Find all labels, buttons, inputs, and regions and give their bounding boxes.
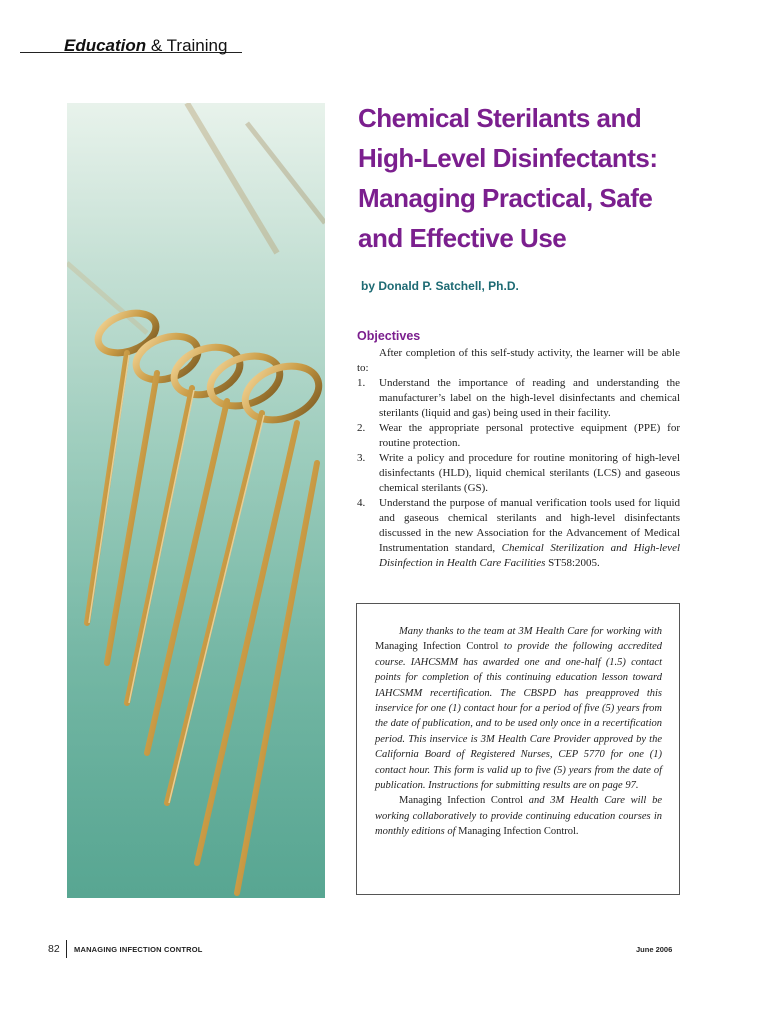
title-line: High-Level Disinfectants: <box>358 143 658 173</box>
title-line: Managing Practical, Safe <box>358 183 653 213</box>
ack-text: and 3M Health Care will be working collaboratively to provide continuing education courses in monthly editions of <box>375 795 662 838</box>
ack-magazine-name: Managing Infection Control <box>375 641 499 653</box>
objective-text: Wear the appropriate personal protective equipment (PPE) for routine protection. <box>379 422 680 449</box>
objective-text: Write a policy and procedure for routine monitoring of high-level disinfectants (HLD), liquid chemical sterilants (LCS) and gaseous chemical sterilants (GS). <box>379 452 680 494</box>
acknowledgement-text <box>375 624 662 840</box>
standard-title: Chemical Sterilization and High-level Disinfection in Health Care Facilities <box>379 542 681 569</box>
section-heading-bold: Education <box>64 36 147 55</box>
objective-item <box>357 496 680 571</box>
ack-magazine-name: Managing Infection Control <box>399 795 524 807</box>
objectives-list <box>357 376 680 571</box>
objective-number: 1. <box>357 377 366 389</box>
objectives-intro: After completion of this self-study activity, the learner will be able to: <box>357 347 680 374</box>
objective-number: 3. <box>357 452 366 464</box>
objective-number: 4. <box>357 497 366 509</box>
author-byline: by Donald P. Satchell, Ph.D. <box>361 279 519 293</box>
objective-text: Understand the importance of reading and understanding the manufacturer’s label on the high-level disinfectants and chemical sterilants (liquid and gas) being used in their facility. <box>379 377 680 419</box>
ack-text: to provide the following accredited course. IAHCSMM has awarded one and one-half (1.5) contact points for completion of this continuing education lesson toward IAHCSMM recertification. The CBSPD has preapproved this inservice for one (1) contact hour for a period of five (5) years from the date of publication, and to be used only once in a recertification period. This inservice is 3M Health Care Provider approved by the California Board of Registered Nurses, CEP 5770 for one (1) contact hour. This form is valid up to five (5) years from the date of publication. Instructions for submitting results are on page 97. <box>375 641 662 792</box>
objectives-heading: Objectives <box>357 329 421 343</box>
page-number: 82 <box>48 943 60 955</box>
acknowledgement-paragraph <box>375 624 662 793</box>
footer-divider <box>66 940 67 958</box>
surgical-instruments-photo <box>67 103 325 898</box>
objective-text: Understand the purpose of manual verification tools used for liquid and gaseous chemical sterilants and high-level disinfectants discussed in the new Association for the Advancement of Medical Instrumentation standard, <box>379 497 680 554</box>
standard-code: ST58:2005. <box>548 557 600 569</box>
magazine-name: MANAGING INFECTION CONTROL <box>74 945 203 954</box>
section-heading-rest: & Training <box>150 36 228 55</box>
objectives-body <box>357 346 680 571</box>
objective-item <box>357 451 680 496</box>
acknowledgement-paragraph <box>375 793 662 839</box>
title-line: Chemical Sterilants and <box>358 103 642 133</box>
ack-magazine-name: Managing Infection Control. <box>458 826 579 838</box>
ack-text: Many thanks to the team at 3M Health Care for working with <box>399 626 662 637</box>
issue-date: June 2006 <box>636 945 673 954</box>
objective-number: 2. <box>357 422 366 434</box>
section-heading <box>64 36 227 56</box>
article-title <box>358 98 698 258</box>
surgical-instruments-illustration <box>67 103 325 898</box>
objective-item <box>357 376 680 421</box>
objective-item <box>357 421 680 451</box>
title-line: and Effective Use <box>358 223 567 253</box>
